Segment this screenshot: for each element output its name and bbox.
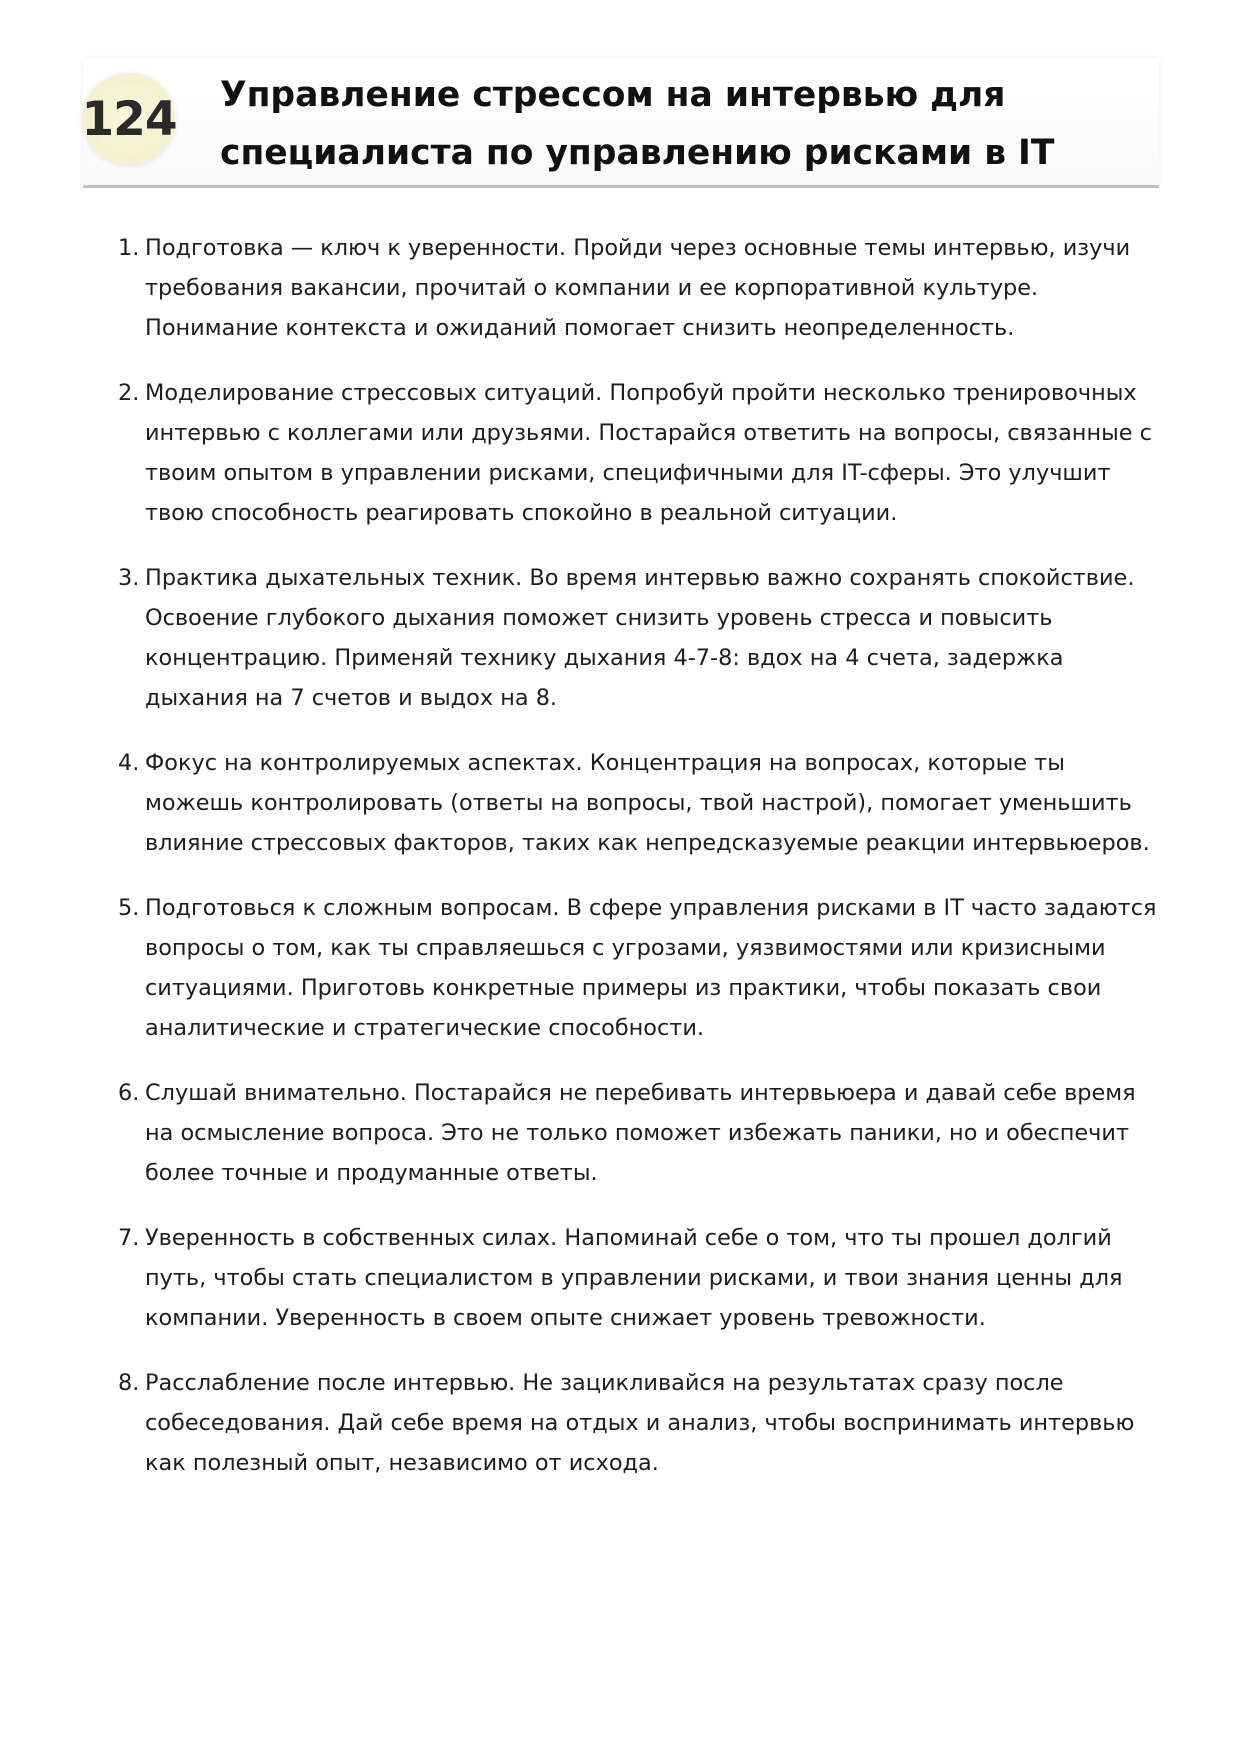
list-item — [118, 228, 1160, 348]
list-item-text: Уверенность в собственных силах. Напоминай себе о том, что ты прошел долгий путь, чтобы стать специалистом в управлении рисками, и твои знания ценны для компании. Уверенность в своем опыте снижает уровень тревожности. — [145, 1225, 1123, 1331]
list-item-text: Расслабление после интервью. Не зацикливайся на результатах сразу после собеседования. Дай себе время на отдых и анализ, чтобы воспринимать интервью как полезный опыт, независимо от исхода. — [145, 1370, 1135, 1476]
list-item-number: 8. — [118, 1370, 140, 1396]
list-item — [118, 888, 1160, 1048]
list-item — [118, 1218, 1160, 1338]
list-item — [118, 1363, 1160, 1483]
list-item-text: Подготовка — ключ к уверенности. Пройди через основные темы интервью, изучи требования вакансии, прочитай о компании и ее корпоративной культуре. Понимание контекста и ожиданий помогает снизить неопределенность. — [145, 235, 1131, 341]
page-title: Управление стрессом на интервью для специалиста по управлению рисками в IT — [220, 75, 1055, 173]
list-item-text: Фокус на контролируемых аспектах. Концентрация на вопросах, которые ты можешь контролировать (ответы на вопросы, твой настрой), помогает уменьшить влияние стрессовых факторов, таких как непредсказуемые реакции интервьюеров. — [145, 750, 1150, 856]
list-item-text: Слушай внимательно. Постарайся не перебивать интервьюера и давай себе время на осмысление вопроса. Это не только поможет избежать паники, но и обеспечит более точные и продуманные ответы. — [145, 1080, 1136, 1186]
list-item — [118, 373, 1160, 533]
list-item-text: Подготовься к сложным вопросам. В сфере управления рисками в IT часто задаются вопросы о том, как ты справляешься с угрозами, уязвимостями или кризисными ситуациями. Приготовь конкретные примеры из практики, чтобы показать свои аналитические и стратегические способности. — [145, 895, 1157, 1041]
tips-list — [118, 228, 1160, 1508]
list-item — [118, 743, 1160, 863]
list-item-number: 4. — [118, 750, 140, 776]
list-item-number: 7. — [118, 1225, 140, 1251]
list-item-number: 1. — [118, 235, 140, 261]
list-item-text: Моделирование стрессовых ситуаций. Попробуй пройти несколько тренировочных интервью с коллегами или друзьями. Постарайся ответить на вопросы, связанные с твоим опытом в управлении рисками, специфичными для IT-сферы. Это улучшит твою способность реагировать спокойно в реальной ситуации. — [145, 380, 1152, 526]
chapter-header — [83, 58, 1159, 188]
page-number: 124 — [81, 91, 177, 147]
list-item-number: 3. — [118, 565, 140, 591]
list-item-number: 5. — [118, 895, 140, 921]
list-item — [118, 1073, 1160, 1193]
list-item-number: 6. — [118, 1080, 140, 1106]
list-item-text: Практика дыхательных техник. Во время интервью важно сохранять спокойствие. Освоение глубокого дыхания поможет снизить уровень стресса и повысить концентрацию. Применяй технику дыхания 4-7-8: вдох на 4 счета, задержка дыхания на 7 счетов и выдох на 8. — [145, 565, 1135, 711]
page-number-badge — [83, 73, 175, 165]
list-item-number: 2. — [118, 380, 140, 406]
list-item — [118, 558, 1160, 718]
